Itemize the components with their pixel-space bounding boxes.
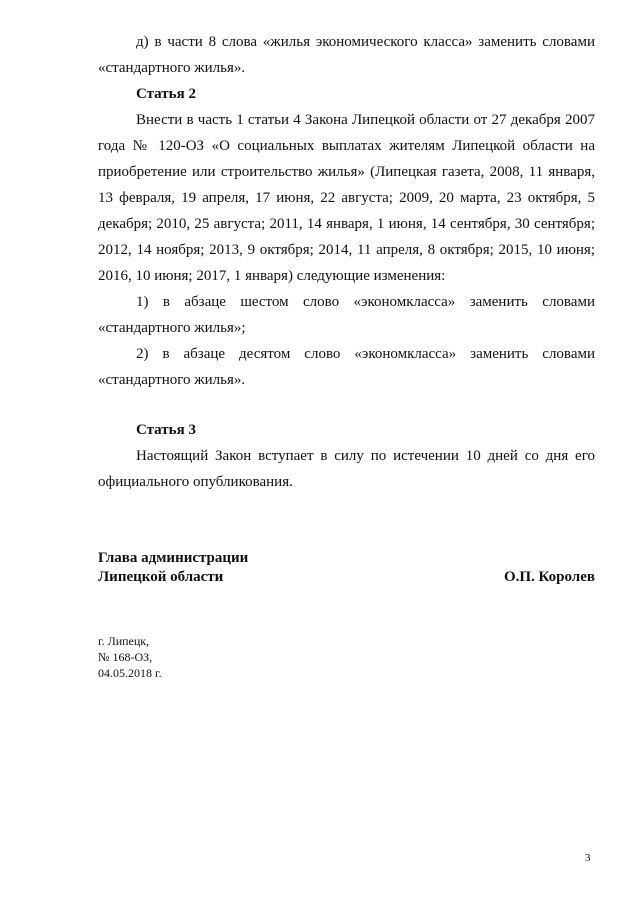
signature-block [98,549,595,587]
page-number: 3 [585,852,591,864]
article-3-body-block [98,443,595,495]
signatory-title-line-2: Липецкой области [98,569,224,585]
article-2-item-1: 1) в абзаце шестом слово «экономкласса» заменить словами «стандартного жилья»; [98,294,595,336]
signatory-title-line-1: Глава администрации [98,550,249,566]
article-2-body: Внести в часть 1 статьи 4 Закона Липецкой области от 27 декабря 2007 года № 120-ОЗ «О социальных выплатах жителям Липецкой области на приобретение или строительство жилья» (Липецкая газета, 2008, 11 января, 13 февраля, 19 апреля, 17 июня, 22 августа; 2009, 20 марта, 23 октября, 5 декабря; 2010, 25 августа; 2011, 14 января, 1 июня, 14 сентября, 30 сентября; 2012, 14 ноября; 2013, 9 октября; 2014, 11 апреля, 8 октября; 2015, 10 июня; 2016, 10 июня; 2017, 1 января) следующие изменения: [98,112,595,284]
signature-row [98,568,595,587]
amendment-item-d: д) в части 8 слова «жилья экономического класса» заменить словами «стандартного жилья». [98,34,595,76]
place-of-signing: г. Липецк, [98,634,150,648]
intro-item-block [98,29,595,81]
signatory-name: О.П. Королев [503,569,595,585]
law-metadata [98,633,162,681]
article-3-heading: Статья 3 [136,422,196,438]
law-number: № 168-ОЗ, [98,650,153,664]
article-2-body-block [98,107,595,393]
article-2-heading: Статья 2 [136,86,196,102]
law-date: 04.05.2018 г. [98,666,162,680]
article-2-item-2: 2) в абзаце десятом слово «экономкласса» заменить словами «стандартного жилья». [98,346,595,388]
article-3-body: Настоящий Закон вступает в силу по истечении 10 дней со дня его официального опубликования. [98,448,595,490]
